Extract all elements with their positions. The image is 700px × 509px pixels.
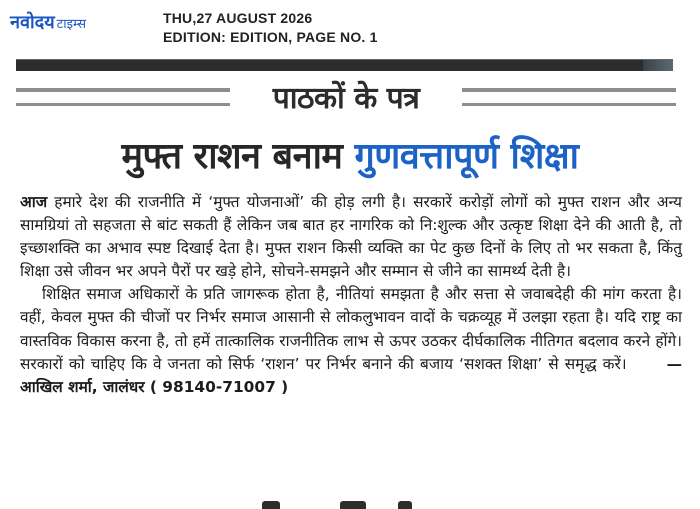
page-header bbox=[0, 0, 700, 58]
next-headline-cropped bbox=[0, 499, 700, 509]
newspaper-logo bbox=[10, 10, 86, 36]
paragraph-1-text: हमारे देश की राजनीति में ‘मुफ्त योजनाओं’ की होड़ लगी है। सरकारें करोड़ों लोगों को मुफ्त राशन और अन्य सामग्रियां तो सहजता से बांट सकती हैं लेकिन जब बात हर नागरिक को नि:शुल्क और उत्कृष्ट शिक्षा देने की आती है, तो इच्छाशक्ति का अभाव स्पष्ट दिखाई देता है। मुफ्त राशन किसी व्यक्ति का पेट कुछ दिनों के लिए तो भर सकता है, किंतु शिक्षा उसे जीवन भर अपने पैरों पर खड़े होने, सोचने-समझने और सम्मान से जीने का सामर्थ्य देती है। bbox=[20, 193, 682, 281]
section-rule-right bbox=[462, 88, 676, 106]
article-headline bbox=[0, 128, 700, 186]
section-title: पाठकों के पत्र bbox=[272, 81, 420, 116]
article-lead-word: आज bbox=[20, 193, 48, 211]
paragraph-2-text: शिक्षित समाज अधिकारों के प्रति जागरूक होता है, नीतियां समझता है और सत्ता से जवाबदेही की मांग करता है। वहीं, केवल मुफ्त की चीजों पर निर्भर समाज आसानी से लोकलुभावन वादों के चक्रव्यूह में उलझा रहता है। यदि राष्ट्र का वास्तविक विकास करना है, तो हमें तात्कालिक राजनीतिक लाभ से ऊपर उठकर दीर्घकालिक नीतिगत बदलाव करने होंगे। सरकारों को चाहिए कि वे जनता को सिर्फ ‘राशन’ पर निर्भर बनाने की बजाय ‘सशक्त शिक्षा’ से समृद्ध करें। bbox=[20, 285, 682, 373]
cropped-glyph bbox=[398, 501, 412, 509]
article-paragraph-1 bbox=[20, 191, 682, 283]
cropped-photo-strip bbox=[16, 59, 673, 71]
cropped-glyph bbox=[262, 501, 280, 509]
issue-date: THU,27 AUGUST 2026 bbox=[163, 10, 313, 26]
logo-main-text: नवोदय bbox=[10, 12, 55, 33]
article-paragraph-2 bbox=[20, 283, 682, 398]
headline-part-2: गुणवत्तापूर्ण शिक्षा bbox=[354, 136, 579, 177]
author-signature: —आखिल शर्मा, जालंधर ( 98140-71007 ) bbox=[20, 354, 682, 396]
logo-sub-text: टाइम्स bbox=[56, 17, 86, 32]
article-body bbox=[20, 191, 682, 399]
edition-info: EDITION: EDITION, PAGE NO. 1 bbox=[163, 29, 378, 45]
headline-part-1: मुफ्त राशन बनाम bbox=[121, 136, 343, 177]
edition-meta bbox=[163, 9, 378, 47]
photo-highlight bbox=[643, 60, 673, 71]
cropped-glyph bbox=[340, 501, 366, 509]
section-rule-left bbox=[16, 88, 230, 106]
